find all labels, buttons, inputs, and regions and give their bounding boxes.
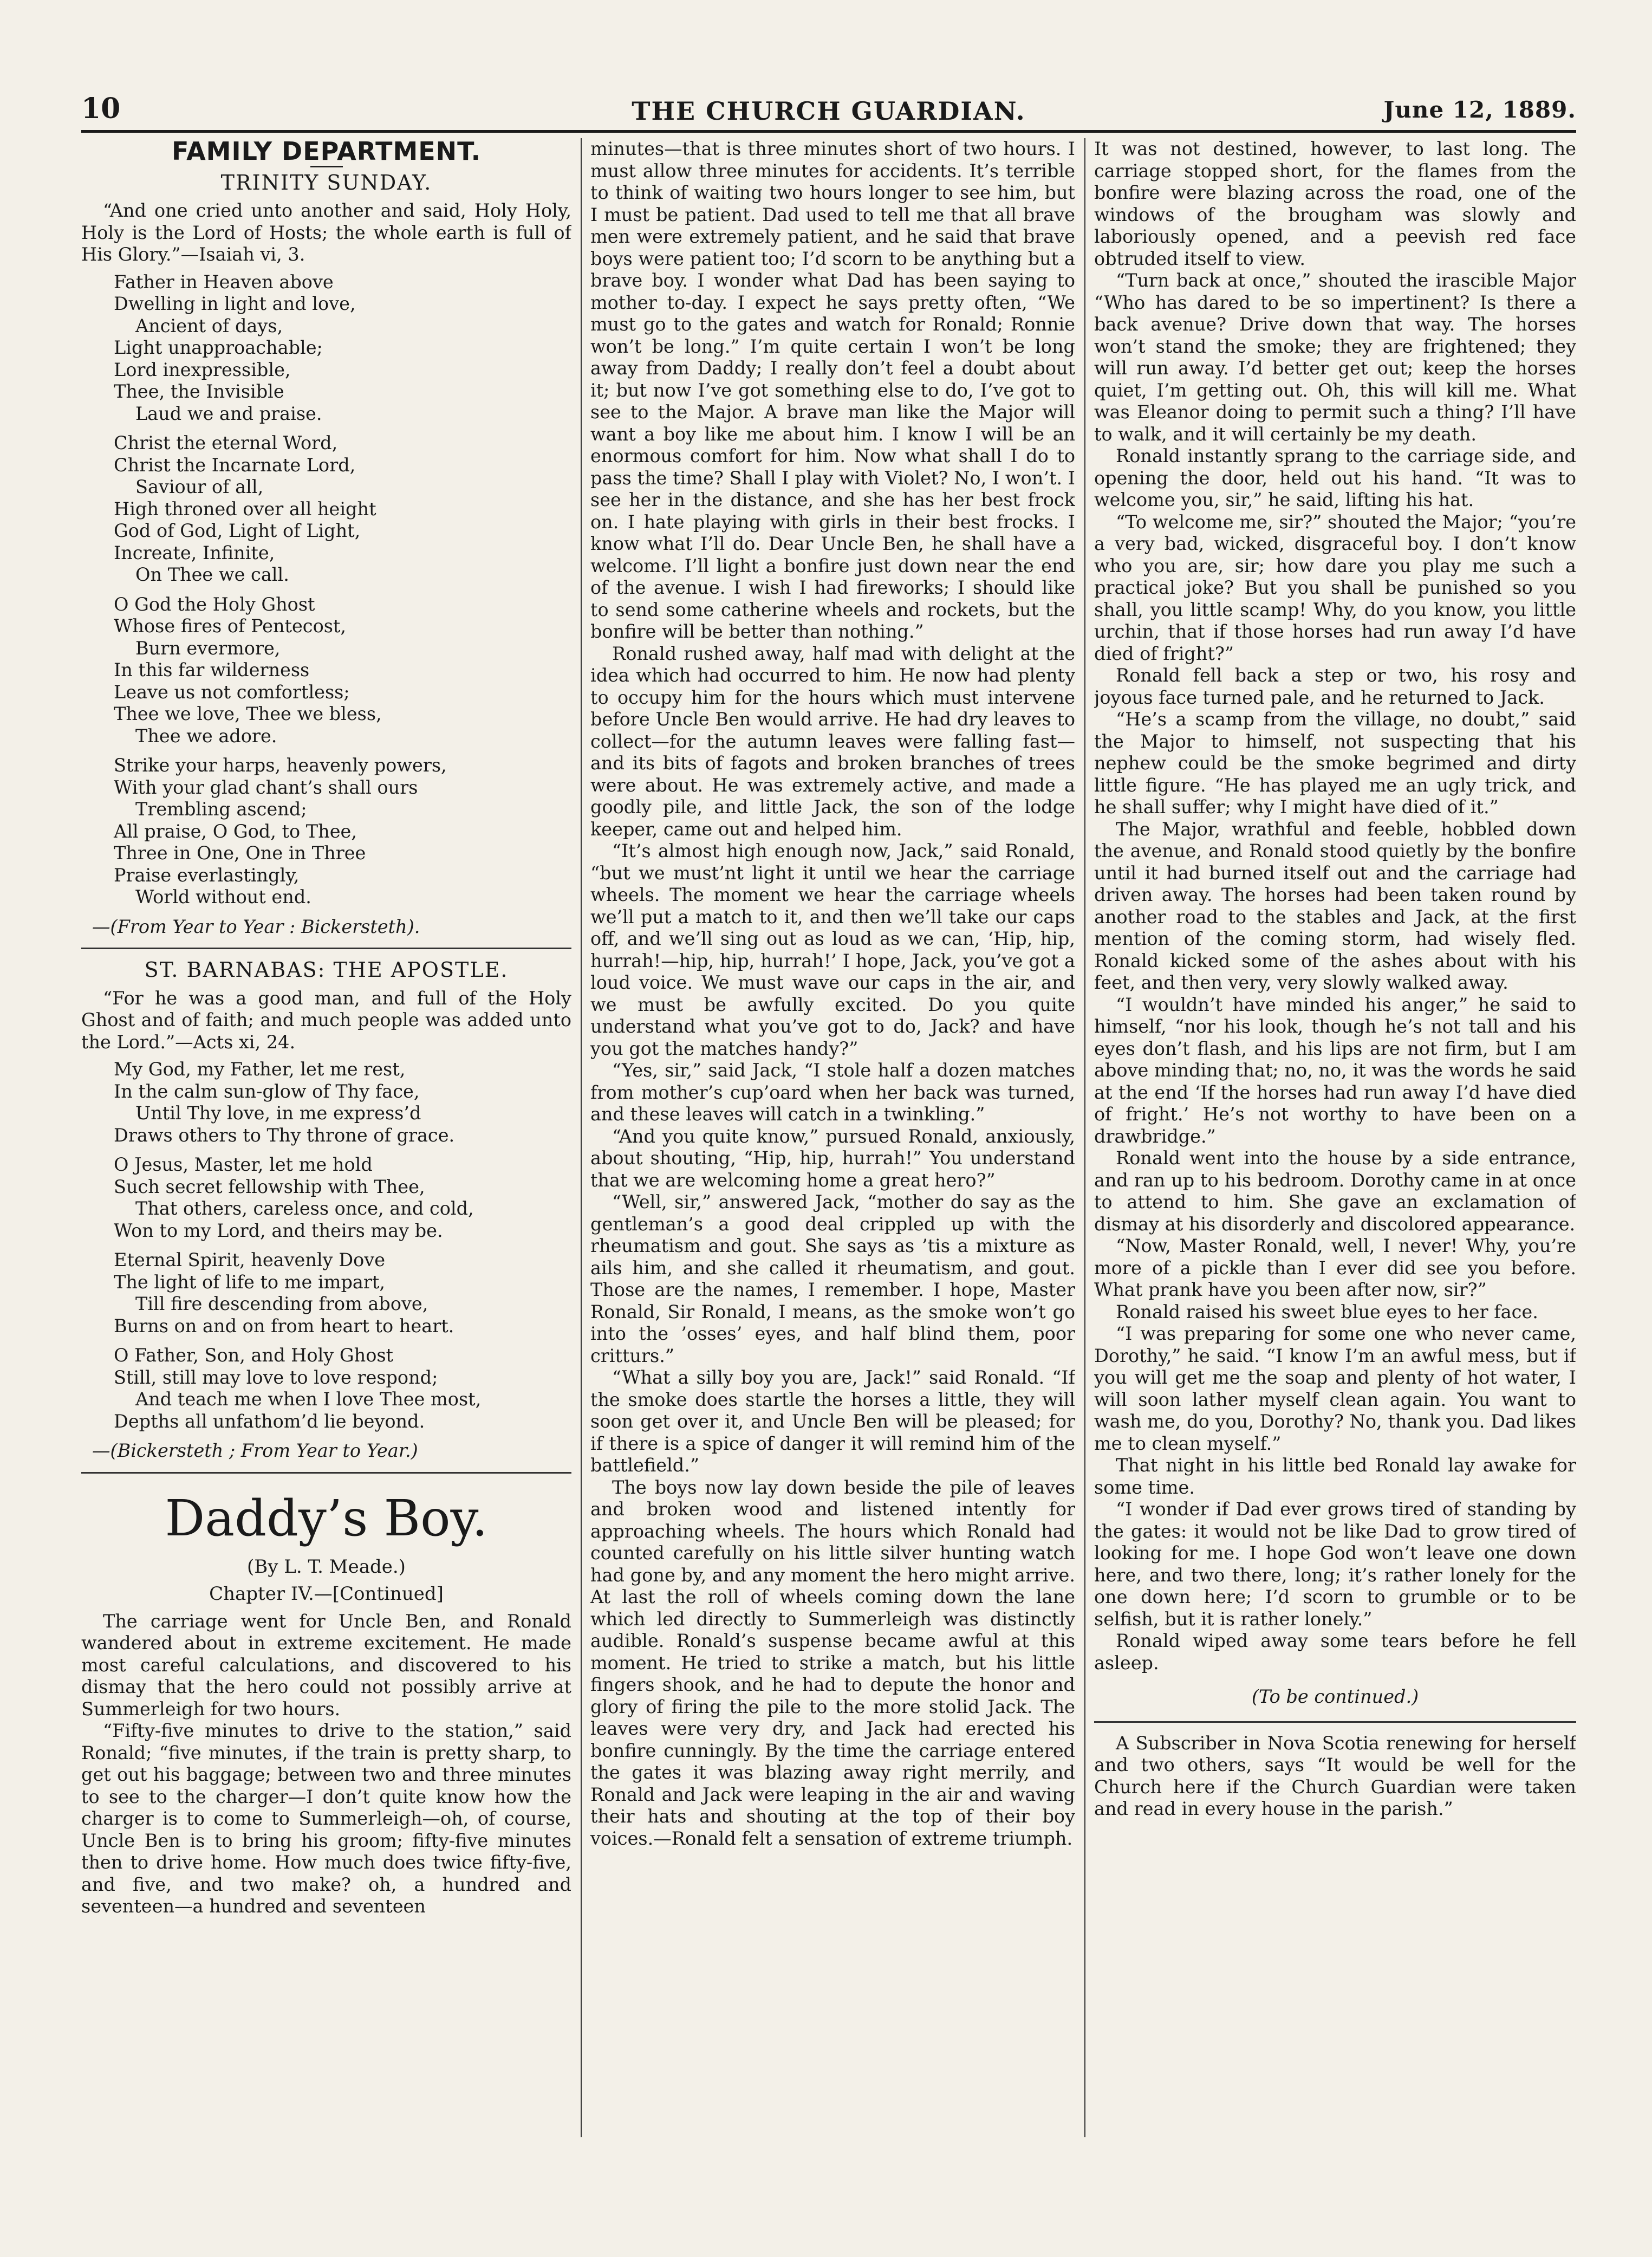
poem-line: With your glad chant’s shall ours	[114, 776, 418, 798]
poem-line: Until Thy love, in me express’d	[135, 1102, 421, 1124]
paragraph: The Major, wrathful and feeble, hobbled down the avenue, and Ronald stood quietly by the bonfire until it had burned itself out and the carriage had driven away. The horses had been taken round by another road to the stables and Jack, at the first mention of the coming storm, had wisely fled. Ronald kicked some of the ashes about with his feet, and then very, very slowly walked away.	[1094, 818, 1576, 993]
poem-line: Dwelling in light and love,	[114, 293, 356, 314]
paragraph: Ronald rushed away, half mad with delight at the idea which had occurred to him. He now had plenty to occupy him for the hours which must intervene before Uncle Ben would arrive. He had dry leaves to collect—for the autumn leaves were falling fast—and its bits of fagots and broken branches of trees were about. He was extremely active, and made a goodly pile, and little Jack, the son of the lodge keeper, came out and helped him.	[590, 643, 1075, 840]
epigraph: “And one cried unto another and said, Holy Holy, Holy is the Lord of Hosts; the whole earth is full of His Glory.”—Isaiah vi, 3.	[81, 200, 571, 265]
attribution: —(From Year to Year : Bickersteth).	[92, 916, 420, 937]
poem	[81, 271, 571, 909]
poem-line: Thee, the Invisible	[114, 381, 284, 402]
divider	[81, 1472, 571, 1474]
column-rule	[581, 138, 582, 2137]
column-rule	[1084, 138, 1085, 2137]
paragraph: Ronald instantly sprang to the carriage side, and opening the door, held out his hand. “It was to welcome you, sir,” he said, lifting his hat.	[1094, 445, 1576, 510]
poem-line: Saviour of all,	[135, 476, 264, 497]
paragraph: “Well, sir,” answered Jack, “mother do say as the gentleman’s a good deal crippled up with the rheumatism and gout. She says as ’tis a mixture as ails him, and she called it rheumatism, and gout. Those are the names, I remember. I hope, Master Ronald, Sir Ronald, I means, as the smoke won’t go into the ’osses’ eyes, and half blind them, poor critturs.”	[590, 1191, 1075, 1366]
poem-line: My God, my Father, let me rest,	[114, 1059, 406, 1080]
poem-line: Thee we love, Thee we bless,	[114, 703, 382, 724]
attribution: —(Bickersteth ; From Year to Year.)	[92, 1440, 418, 1461]
poem-line: Depths all unfathom’d lie beyond.	[114, 1410, 425, 1432]
story-body	[590, 138, 1075, 1850]
story-title: Daddy’s Boy.	[165, 1489, 488, 1547]
stanza	[81, 755, 571, 909]
poem-line: High throned over all height	[114, 498, 376, 520]
poem-line: God of God, Light of Light,	[114, 520, 361, 541]
byline: (By L. T. Meade.)	[247, 1555, 406, 1578]
paragraph: The boys now lay down beside the pile of leaves and broken wood and listened intently for approaching wheels. The hours which Ronald had counted carefully on his little silver hunting watch had gone by, and any moment the hero might arrive. At last the roll of wheels coming down the lane which led directly to Summerleigh was distinctly audible. Ronald’s suspense became awful at this moment. He tried to strike a match, but his little fingers shook, and he had to depute the honor and glory of firing the pile to the more stolid Jack. The leaves were very dry, and Jack had erected his bonfire cunningly. By the time the carriage entered the gates it was blazing away right merrily, and Ronald and Jack were leaping in the air and waving their hats and shouting at the top of their boy voices.—Ronald felt a sensation of extreme triumph.	[590, 1476, 1075, 1849]
poem-line: Christ the Incarnate Lord,	[114, 454, 356, 476]
poem-line: Praise everlastingly,	[114, 864, 300, 886]
section-heading: TRINITY SUNDAY.	[220, 170, 432, 194]
masthead	[81, 92, 1576, 133]
stanza	[81, 432, 571, 586]
subscriber-notice: A Subscriber in Nova Scotia renewing for herself and two others, says “It would be well for the Church here if the Church Guardian were taken and read in every house in the parish.”	[1094, 1732, 1576, 1819]
paragraph: “What a silly boy you are, Jack!” said Ronald. “If the smoke does startle the horses a little, they will soon get over it, and Uncle Ben will be pleased; for if there is a spice of danger it will remind him of the battlefield.”	[590, 1367, 1075, 1476]
epigraph: “For he was a good man, and full of the Holy Ghost and of faith; and much people was added unto the Lord.”—Acts xi, 24.	[81, 987, 571, 1053]
stanza	[81, 594, 571, 748]
paragraph: Ronald wiped away some tears before he fell asleep.	[1094, 1630, 1576, 1674]
paragraph: The carriage went for Uncle Ben, and Ronald wandered about in extreme excitement. He made most careful calculations, and discovered to his dismay that the hero could not possibly arrive at Summerleigh for two hours.	[81, 1610, 571, 1720]
poem	[81, 1059, 571, 1432]
poem-line: World without end.	[135, 886, 311, 907]
paragraph: Ronald fell back a step or two, his rosy and joyous face turned pale, and he returned to Jack.	[1094, 665, 1576, 708]
paragraph: “I wonder if Dad ever grows tired of standing by the gates: it would not be like Dad to grow tired of looking for me. I hope God won’t leave one down here, and two there, long; it’s rather lonely for the one down here; I’d scorn to grumble or to be selfish, but it is rather lonely.”	[1094, 1499, 1576, 1630]
poem-line: Eternal Spirit, heavenly Dove	[114, 1249, 386, 1270]
poem-line: Trembling ascend;	[135, 799, 307, 820]
paragraph: Ronald raised his sweet blue eyes to her face.	[1116, 1301, 1538, 1322]
page-number: 10	[81, 92, 121, 125]
poem-line: Till fire descending from above,	[135, 1293, 428, 1314]
divider	[81, 948, 571, 949]
divider	[1094, 1721, 1576, 1723]
paragraph: “He’s a scamp from the village, no doubt,” said the Major to himself, not suspecting that his nephew could be the smoke begrimed and dirty little figure. “He has played me an ugly trick, and he shall suffer; why I might have died of it.”	[1094, 709, 1576, 818]
department-heading: FAMILY DEPARTMENT.	[171, 138, 482, 166]
poem-line: Still, still may love to love respond;	[114, 1366, 438, 1388]
poem-line: Three in One, One in Three	[114, 842, 366, 864]
stanza	[81, 1249, 571, 1337]
section-heading: ST. BARNABAS: THE APOSTLE.	[144, 958, 509, 982]
paragraph: “Fifty-five minutes to drive to the station,” said Ronald; “five minutes, if the train is pretty sharp, to get out his baggage; between two and three minutes to see to the charger—I don’t quite know how the charger is to come to Summerleigh—oh, of course, Uncle Ben is to bring his groom; fifty-five minutes then to drive home. How much does twice fifty-five, and five, and two make? oh, a hundred and seventeen—a hundred and seventeen	[81, 1720, 571, 1917]
issue-date: June 12, 1889.	[1383, 96, 1576, 123]
paragraph: “I wouldn’t have minded his anger,” he said to himself, “nor his look, though he’s not tall and his eyes don’t flash, and his lips are not firm, but I am above minding that; no, no, it was the words he said at the end ‘If the horses had run away I’d have died of fright.’ He’s not worthy to have been on a drawbridge.”	[1094, 994, 1576, 1147]
poem-line: Light unapproachable;	[114, 337, 323, 358]
paragraph: It was not destined, however, to last long. The carriage stopped short, for the flames from the bonfire were blazing across the road, one of the windows of the brougham was slowly and laboriously opened, and a peevish red face obtruded itself to view.	[1094, 138, 1576, 269]
paragraph: “Now, Master Ronald, well, I never! Why, you’re more of a pickle than I ever did see you before. What prank have you been after now, sir?”	[1094, 1235, 1576, 1300]
poem-line: Increate, Infinite,	[114, 542, 275, 563]
poem-line: Such secret fellowship with Thee,	[114, 1176, 425, 1197]
paragraph: “To welcome me, sir?” shouted the Major; “you’re a very bad, wicked, disgraceful boy. I don’t know who you are, sir; how dare you play me such a practical joke? But you shall be punished so you shall, you little scamp! Why, do you know, you little urchin, that if those horses had run away I’d have died of fright?”	[1094, 511, 1576, 664]
paragraph: “Yes, sir,” said Jack, “I stole half a dozen matches from mother’s cup’oard when her back was turned, and these leaves will catch in a twinkling.”	[590, 1060, 1075, 1125]
poem-line: In this far wilderness	[114, 659, 310, 680]
poem-line: Lord inexpressible,	[114, 359, 291, 380]
poem-line: Won to my Lord, and theirs may be.	[114, 1220, 443, 1241]
column-3	[1094, 138, 1576, 2148]
stanza	[81, 1345, 571, 1432]
poem-line: Whose fires of Pentecost,	[114, 615, 347, 637]
paragraph: Ronald went into the house by a side entrance, and ran up to his bedroom. Dorothy came in at once to attend to him. She gave an exclamation of dismay at his disorderly and discolored appearance.	[1094, 1147, 1576, 1235]
paragraph: minutes—that is three minutes short of two hours. I must allow three minutes for accidents. It’s terrible to think of waiting two hours longer to see him, but I must be patient. Dad used to tell me that all brave men were extremely patient, and he said that brave boys were patient too; I’d scorn to be anything but a brave boy. I wonder what Dad has been saying to mother to-day. I expect he says pretty often, “We must go to the gates and watch for Ronald; Ronnie won’t be long.” I’m quite certain I won’t be long away from Daddy; I really don’t feel a doubt about it; but now I’ve got something else to do, I’ve got to see to the Major. A brave man like the Major will want a boy like me about him. I know I will be an enormous comfort for him. Now what shall I do to pass the time? Shall I play with Violet? No, I won’t. I see her in the distance, and she has her best frock on. I hate playing with girls in their best frocks. I know what I’ll do. Dear Uncle Ben, he shall have a welcome. I’ll light a bonfire just down near the end of the avenue. I wish I had fireworks; I should like to send some catherine wheels and rockets, but the bonfire will be better than nothing.”	[590, 138, 1075, 642]
poem-line: In the calm sun-glow of Thy face,	[114, 1080, 420, 1102]
poem-line: Strike your harps, heavenly powers,	[114, 755, 447, 776]
poem-line: O God the Holy Ghost	[114, 593, 315, 615]
paragraph: “Turn back at once,” shouted the irascible Major “Who has dared to be so impertinent? Is there a back avenue? Drive down that way. The horses won’t stand the smoke; they are frightened; they will run away. I’d better get out; keep the horses quiet, I’m getting out. Oh, this will kill me. What was Eleanor doing to permit such a thing? I’ll have to walk, and it will certainly be my death.	[1094, 270, 1576, 445]
chapter-heading: Chapter IV.—[Continued]	[209, 1583, 444, 1605]
poem-line: That others, careless once, and cold,	[135, 1198, 474, 1219]
paragraph: That night in his little bed Ronald lay awake for some time.	[1094, 1455, 1576, 1498]
poem-line: Laud we and praise.	[135, 403, 322, 424]
poem-line: And teach me when I love Thee most,	[135, 1389, 482, 1410]
poem-line: Thee we adore.	[135, 725, 277, 747]
story-body	[81, 1611, 571, 1918]
poem-line: On Thee we call.	[135, 564, 289, 585]
poem-line: All praise, O God, to Thee,	[114, 820, 357, 842]
column-2	[590, 138, 1075, 2148]
story-body	[1094, 138, 1576, 1674]
poem-line: Burns on and on from heart to heart.	[114, 1315, 454, 1337]
paragraph: “I was preparing for some one who never came, Dorothy,” he said. “I know I’m an awful mess, but if you will get me the soap and plenty of hot water, I will soon lather myself clean again. You want to wash me, do you, Dorothy? No, thank you. Dad likes me to clean myself.”	[1094, 1323, 1576, 1454]
paragraph: “It’s almost high enough now, Jack,” said Ronald, “but we must’nt light it until we hear the carriage wheels. The moment we hear the carriage wheels we’ll put a match to it, and then we’ll take our caps off, and we’ll sing out as loud as we can, ‘Hip, hip, hurrah!—hip, hip, hurrah!’ I hope, Jack, you’ve got a loud voice. We must wave our caps in the air, and we must be awfully excited. Do you quite understand what you’ve got to do, Jack? and have you got the matches handy?”	[590, 840, 1075, 1059]
poem-line: O Jesus, Master, let me hold	[114, 1154, 373, 1175]
poem-line: Draws others to Thy throne of grace.	[114, 1124, 455, 1146]
stanza	[81, 1154, 571, 1242]
paragraph: “And you quite know,” pursued Ronald, anxiously, about shouting, “Hip, hip, hurrah!” You understand that we are welcoming home a great hero?”	[590, 1125, 1075, 1191]
stanza	[81, 1059, 571, 1146]
stanza	[81, 271, 571, 425]
column-1	[81, 138, 571, 2148]
poem-line: Ancient of days,	[135, 315, 283, 336]
poem-line: Christ the eternal Word,	[114, 432, 338, 453]
continued-note: (To be continued.)	[1251, 1686, 1419, 1707]
poem-line: Father in Heaven above	[114, 271, 334, 293]
newspaper-title: THE CHURCH GUARDIAN.	[632, 96, 1026, 126]
poem-line: Burn evermore,	[135, 637, 281, 659]
poem-line: The light of life to me impart,	[114, 1271, 386, 1293]
poem-line: O Father, Son, and Holy Ghost	[114, 1345, 394, 1366]
poem-line: Leave us not comfortless;	[114, 681, 350, 703]
